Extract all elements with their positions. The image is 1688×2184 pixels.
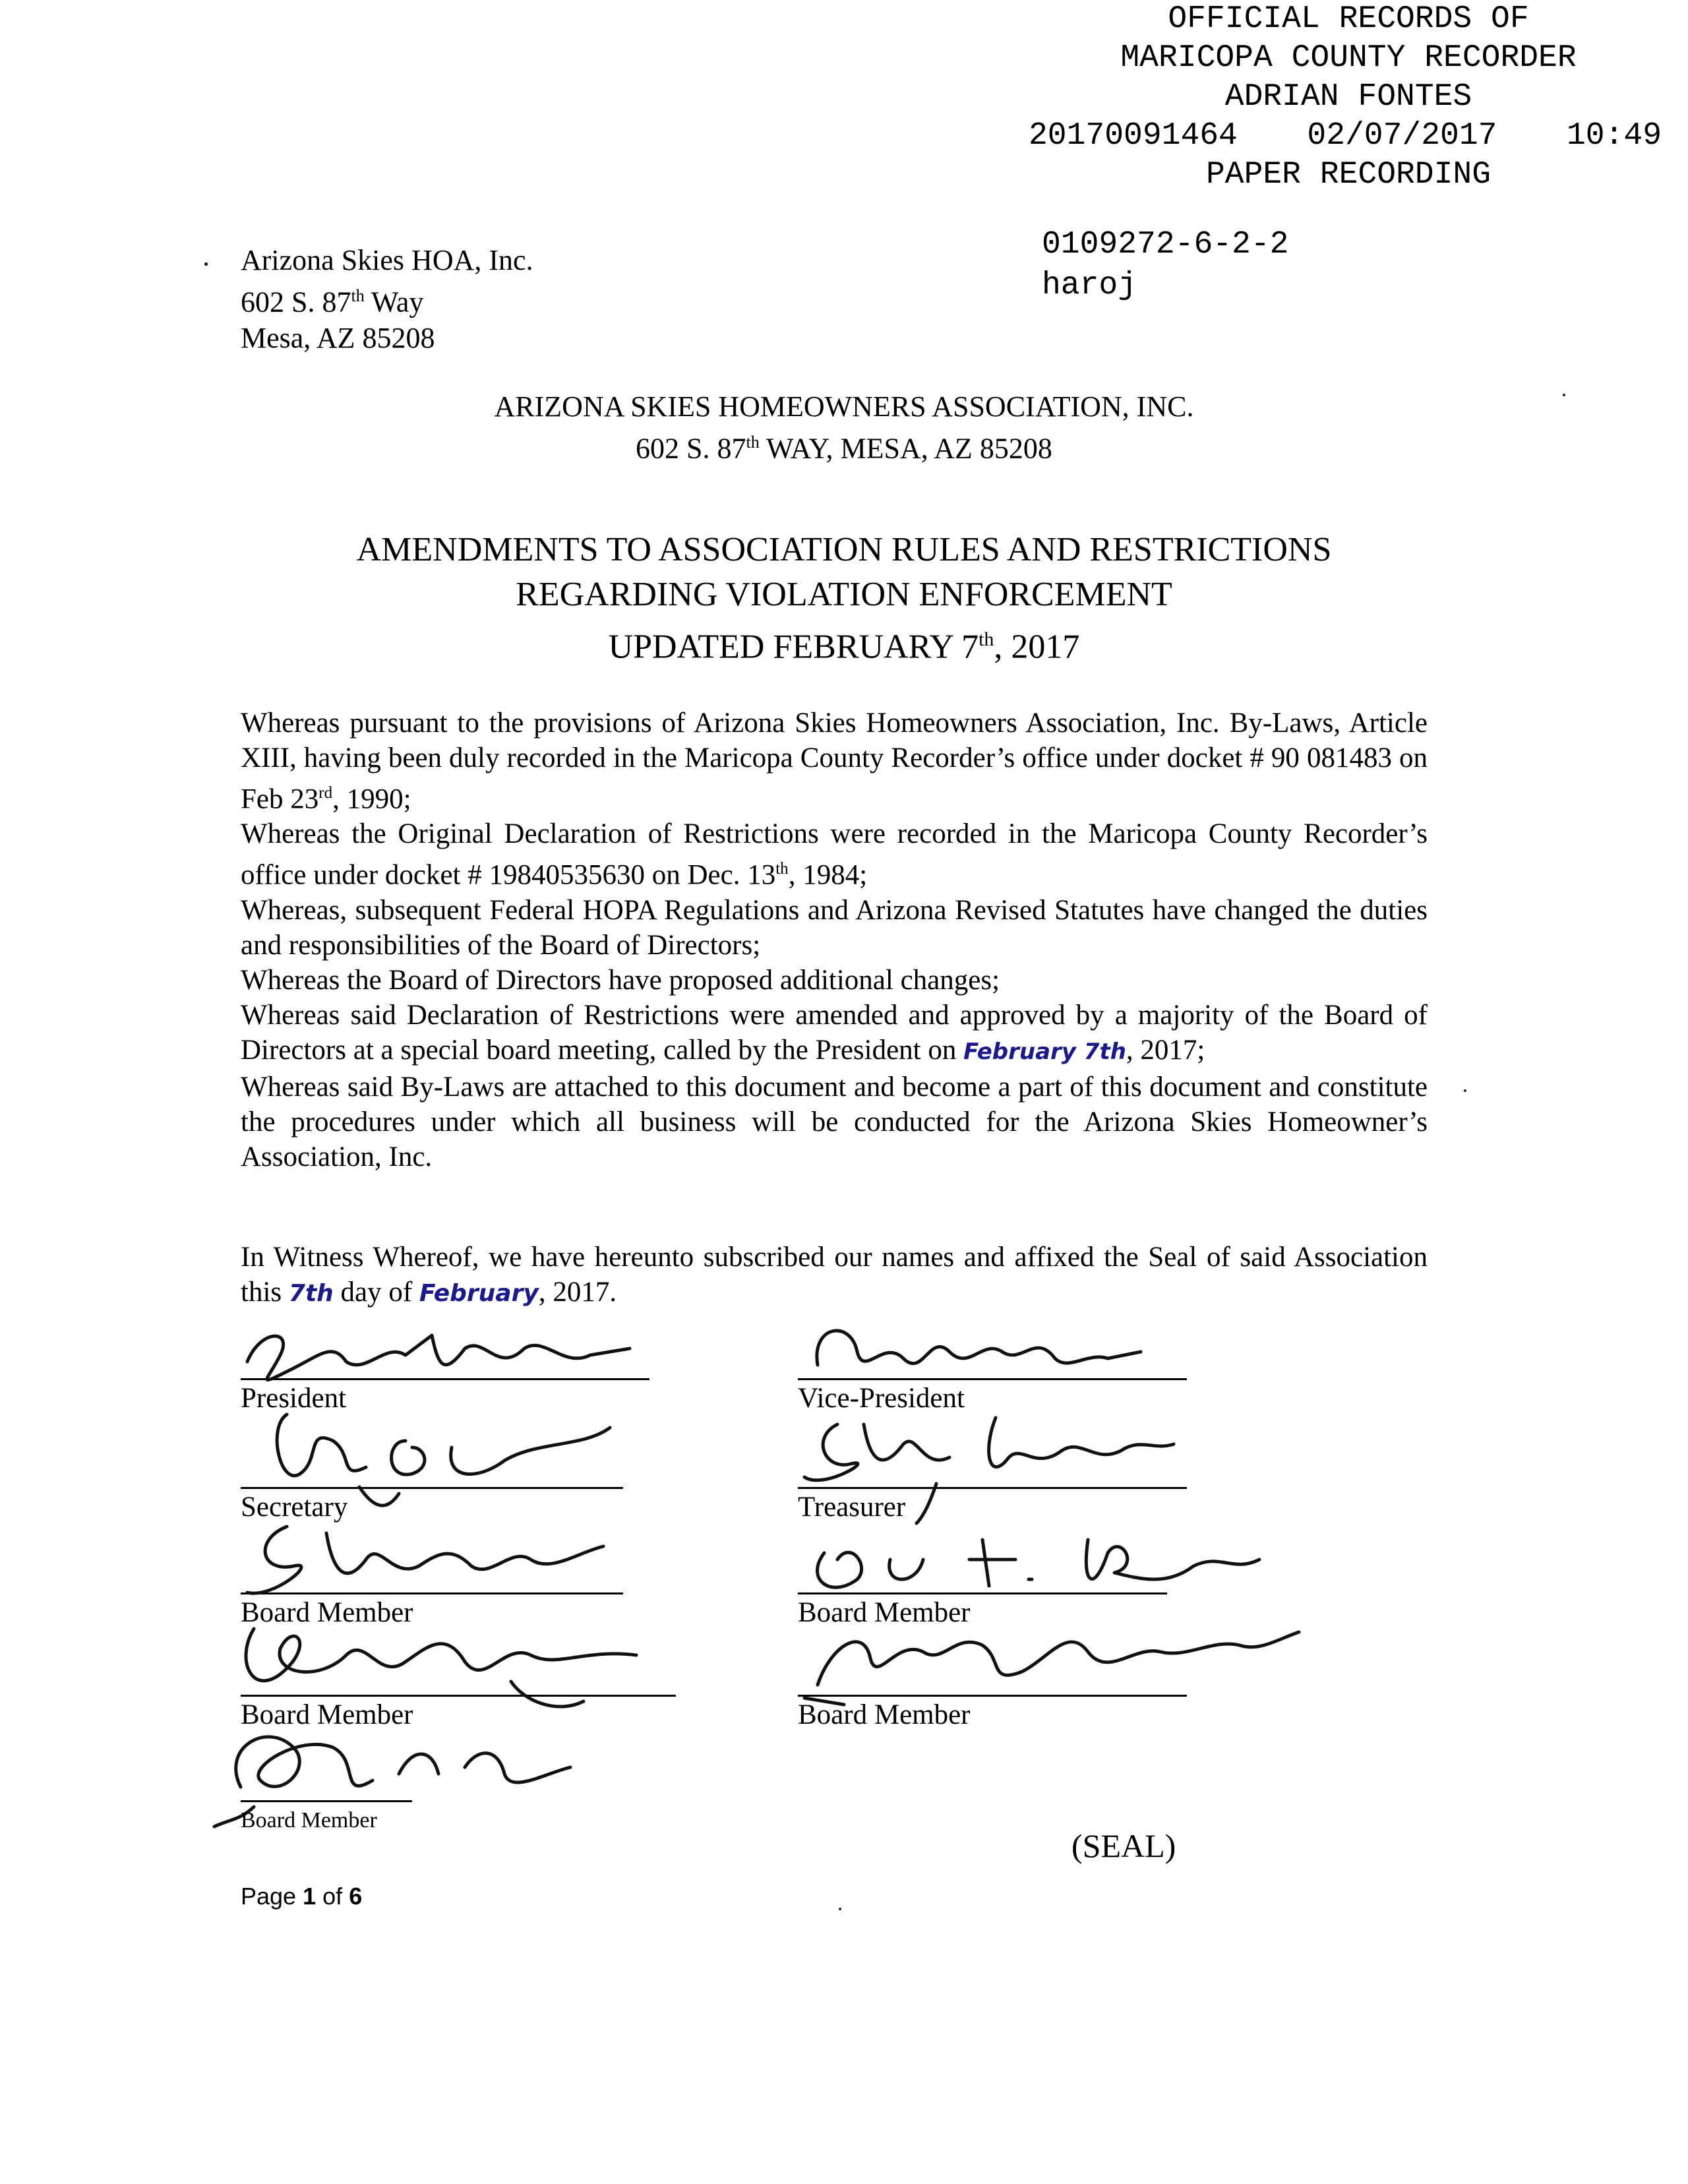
return-name: Arizona Skies HOA, Inc. xyxy=(241,244,533,276)
signature-secretary xyxy=(241,1487,623,1523)
stamp-line-2: MARICOPA COUNTY RECORDER xyxy=(1120,40,1577,76)
role-label: Board Member xyxy=(241,1808,377,1833)
stamp-line-5: PAPER RECORDING xyxy=(1205,157,1492,193)
stamp-line-1: OFFICIAL RECORDS OF xyxy=(1168,1,1529,37)
witness-clause: In Witness Whereof, we have hereunto subscribed our names and affixed the Seal of said Association this 7th day of February, 2017. xyxy=(241,1242,1428,1308)
docket-clerk: haroj xyxy=(1042,268,1137,303)
recital-4: Whereas the Board of Directors have proposed additional changes; xyxy=(241,964,1000,996)
handwritten-signature xyxy=(798,1398,1187,1503)
association-address: 602 S. 87th WAY, MESA, AZ 85208 xyxy=(636,432,1052,465)
signature-board-member-3 xyxy=(241,1800,412,1833)
association-header xyxy=(0,389,1688,467)
role-label: Board Member xyxy=(241,1699,413,1730)
signature-board-member-2 xyxy=(241,1695,676,1730)
page-number: Page 1 of 6 xyxy=(241,1883,363,1910)
record-number: 20170091464 xyxy=(1029,118,1238,154)
recital-3: Whereas, subsequent Federal HOPA Regulations and Arizona Revised Statutes have changed the duties and responsibilities of the Board of Directors; xyxy=(241,894,1428,961)
recitals xyxy=(241,706,1428,1174)
handwritten-signature xyxy=(791,1606,1306,1711)
return-address xyxy=(241,243,533,356)
role-label: Vice-President xyxy=(798,1383,965,1414)
title-line-2: REGARDING VIOLATION ENFORCEMENT xyxy=(516,576,1172,613)
stamp-line-3: ADRIAN FONTES xyxy=(1224,79,1472,115)
seal-label: (SEAL) xyxy=(1071,1827,1176,1864)
scan-speck xyxy=(204,262,208,266)
handwritten-month: February xyxy=(419,1280,539,1307)
handwritten-signature xyxy=(214,1602,649,1714)
handwritten-signature xyxy=(201,1708,597,1820)
handwritten-signature xyxy=(798,1312,1187,1391)
association-name: ARIZONA SKIES HOMEOWNERS ASSOCIATION, INC. xyxy=(494,390,1194,423)
return-street: 602 S. 87th Way xyxy=(241,286,424,318)
docket-code: 0109272-6-2-2 xyxy=(1042,227,1289,262)
role-label: Board Member xyxy=(798,1699,971,1730)
signature-board-member-5 xyxy=(798,1695,1187,1730)
signature-board-member-1 xyxy=(241,1592,623,1628)
record-time: 10:49 xyxy=(1566,118,1662,154)
recital-6: Whereas said By-Laws are attached to this document and become a part of this document and constitute the procedures under which all business will be conducted for the Arizona Skies Homeowner’s Association, Inc. xyxy=(241,1071,1428,1172)
role-label: Board Member xyxy=(241,1597,413,1628)
role-label: Secretary xyxy=(241,1492,348,1523)
signature-vice-president xyxy=(798,1378,1187,1414)
title-line-3: UPDATED FEBRUARY 7th, 2017 xyxy=(608,628,1080,666)
record-date: 02/07/2017 xyxy=(1307,118,1497,154)
handwritten-day: 7th xyxy=(288,1280,334,1307)
signature-board-member-4 xyxy=(798,1592,1167,1628)
handwritten-date: February 7th xyxy=(963,1038,1126,1065)
recorder-stamp xyxy=(1015,0,1681,195)
signature-president xyxy=(241,1378,649,1414)
scan-speck xyxy=(839,1908,841,1910)
document-title xyxy=(0,528,1688,669)
title-line-1: AMENDMENTS TO ASSOCIATION RULES AND RESTRICTIONS xyxy=(356,531,1332,568)
recital-5: Whereas said Declaration of Restrictions were amended and approved by a majority of the Board of Directors at a special board meeting, called by the President on February 7th, 2017; xyxy=(241,999,1428,1066)
role-label: Treasurer xyxy=(798,1492,906,1523)
role-label: Board Member xyxy=(798,1597,971,1628)
recital-1: Whereas pursuant to the provisions of Arizona Skies Homeowners Association, Inc. By-Laws, Article XIII, having been duly recorded in the Maricopa County Recorder’s office under docket # 90 081483 on Feb 23rd, 1990; xyxy=(241,708,1428,815)
scan-speck xyxy=(1464,1089,1466,1092)
signature-treasurer xyxy=(798,1487,1187,1523)
recital-2: Whereas the Original Declaration of Restrictions were recorded in the Maricopa County Recorder’s office under docket # 19840535630 on Dec. 13th, 1984; xyxy=(241,818,1428,891)
return-city: Mesa, AZ 85208 xyxy=(241,321,435,354)
stamp-record-row xyxy=(1029,117,1662,156)
docket-block xyxy=(1042,224,1288,306)
role-label: President xyxy=(241,1383,347,1414)
